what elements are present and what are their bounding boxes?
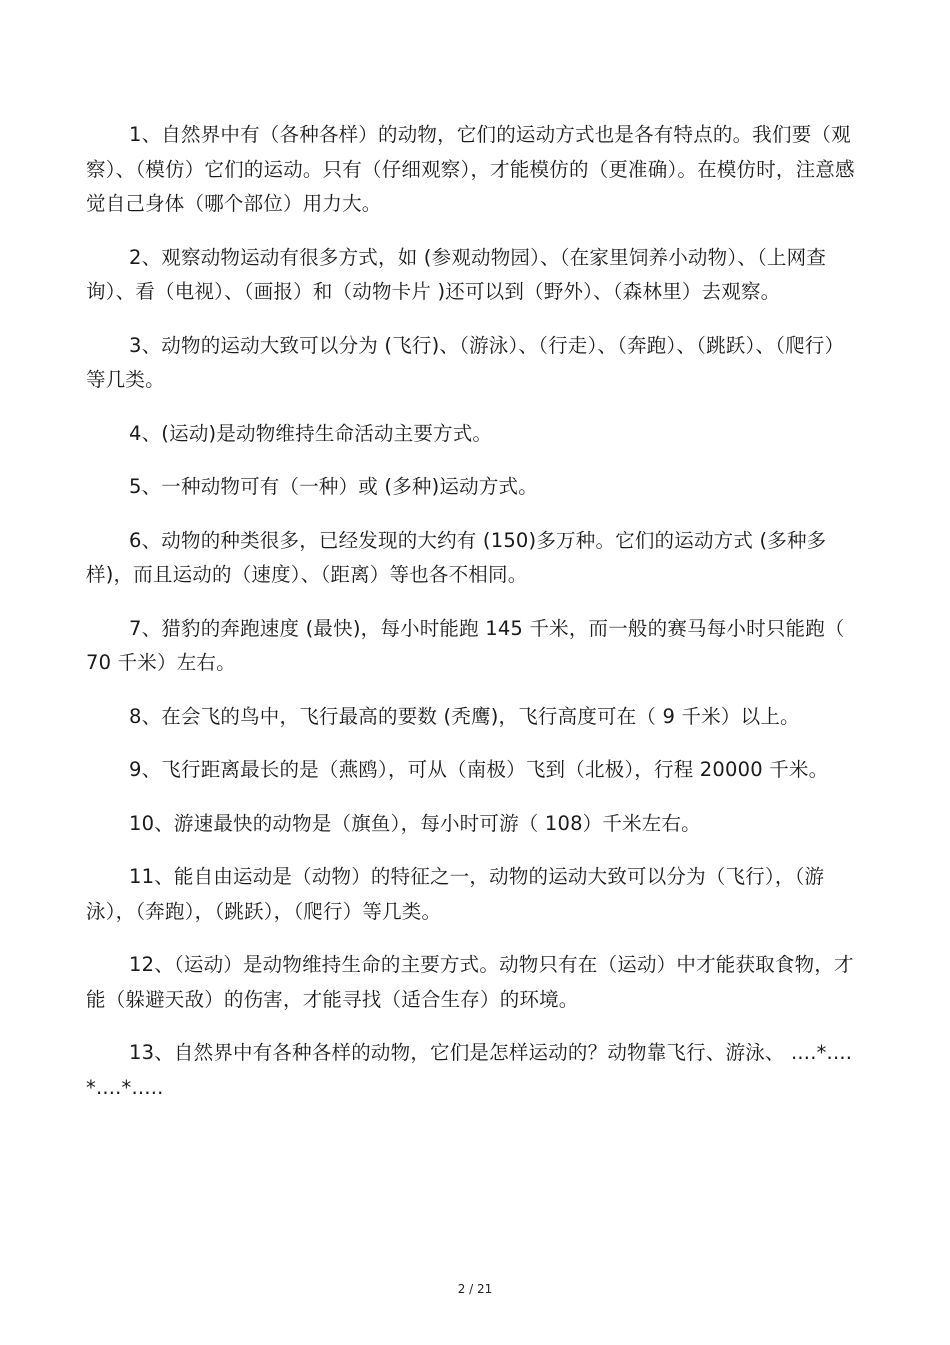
paragraph-5: 5、一种动物可有（一种）或 (多种)运动方式。 xyxy=(129,475,538,498)
paragraph-8: 8、在会飞的鸟中，飞行最高的要数 (秃鹰)，飞行高度可在（ 9 千米）以上。 xyxy=(129,704,800,728)
paragraph-2: 2、观察动物运动有很多方式，如 (参观动物园）、（在家里饲养小动物）、（上网查询）、看（电视）、（画报）和（动物卡片 )还可以到（野外）、（森林里）去观察。 xyxy=(86,245,827,303)
paragraph-9: 9、飞行距离最长的是（燕鸥），可从（南极）飞到（北极），行程 20000 千米。 xyxy=(129,758,829,781)
paragraph-10: 10、游速最快的动物是（旗鱼），每小时可游（ 108）千米左右。 xyxy=(129,811,701,835)
document-body xyxy=(86,118,856,1124)
page-number: 2 / 21 xyxy=(457,1282,493,1296)
paragraph-13: 13、自然界中有各种各样的动物，它们是怎样运动的？动物靠飞行、游泳、 ....*....*....*..... xyxy=(86,1041,853,1099)
paragraph-1: 1、自然界中有（各种各样）的动物，它们的运动方式也是各有特点的。我们要（观察）、（模仿）它们的运动。只有（仔细观察），才能模仿的（更准确）。在模仿时，注意感觉自己身体（哪个部位）用力大。 xyxy=(86,123,855,215)
paragraph-6: 6、动物的种类很多，已经发现的大约有 (150)多万种。它们的运动方式 (多种多样)，而且运动的（速度）、（距离）等也各不相同。 xyxy=(86,528,827,586)
paragraph-11: 11、能自由运动是（动物）的特征之一，动物的运动大致可以分为（飞行），（游泳），（奔跑），（跳跃），（爬行）等几类。 xyxy=(86,865,825,923)
paragraph-3: 3、动物的运动大致可以分为 (飞行)、（游泳）、（行走）、（奔跑）、（跳跃）、（爬行）等几类。 xyxy=(86,333,845,391)
paragraph-12: 12、（运动）是动物维持生命的主要方式。动物只有在（运动）中才能获取食物，才能（躲避天敌）的伤害，才能寻找（适合生存）的环境。 xyxy=(86,953,854,1011)
paragraph-7: 7、猎豹的奔跑速度 (最快)，每小时能跑 145 千米，而一般的赛马每小时只能跑（ 70 千米）左右。 xyxy=(86,616,845,674)
paragraph-4: 4、(运动)是动物维持生命活动主要方式。 xyxy=(129,421,493,445)
